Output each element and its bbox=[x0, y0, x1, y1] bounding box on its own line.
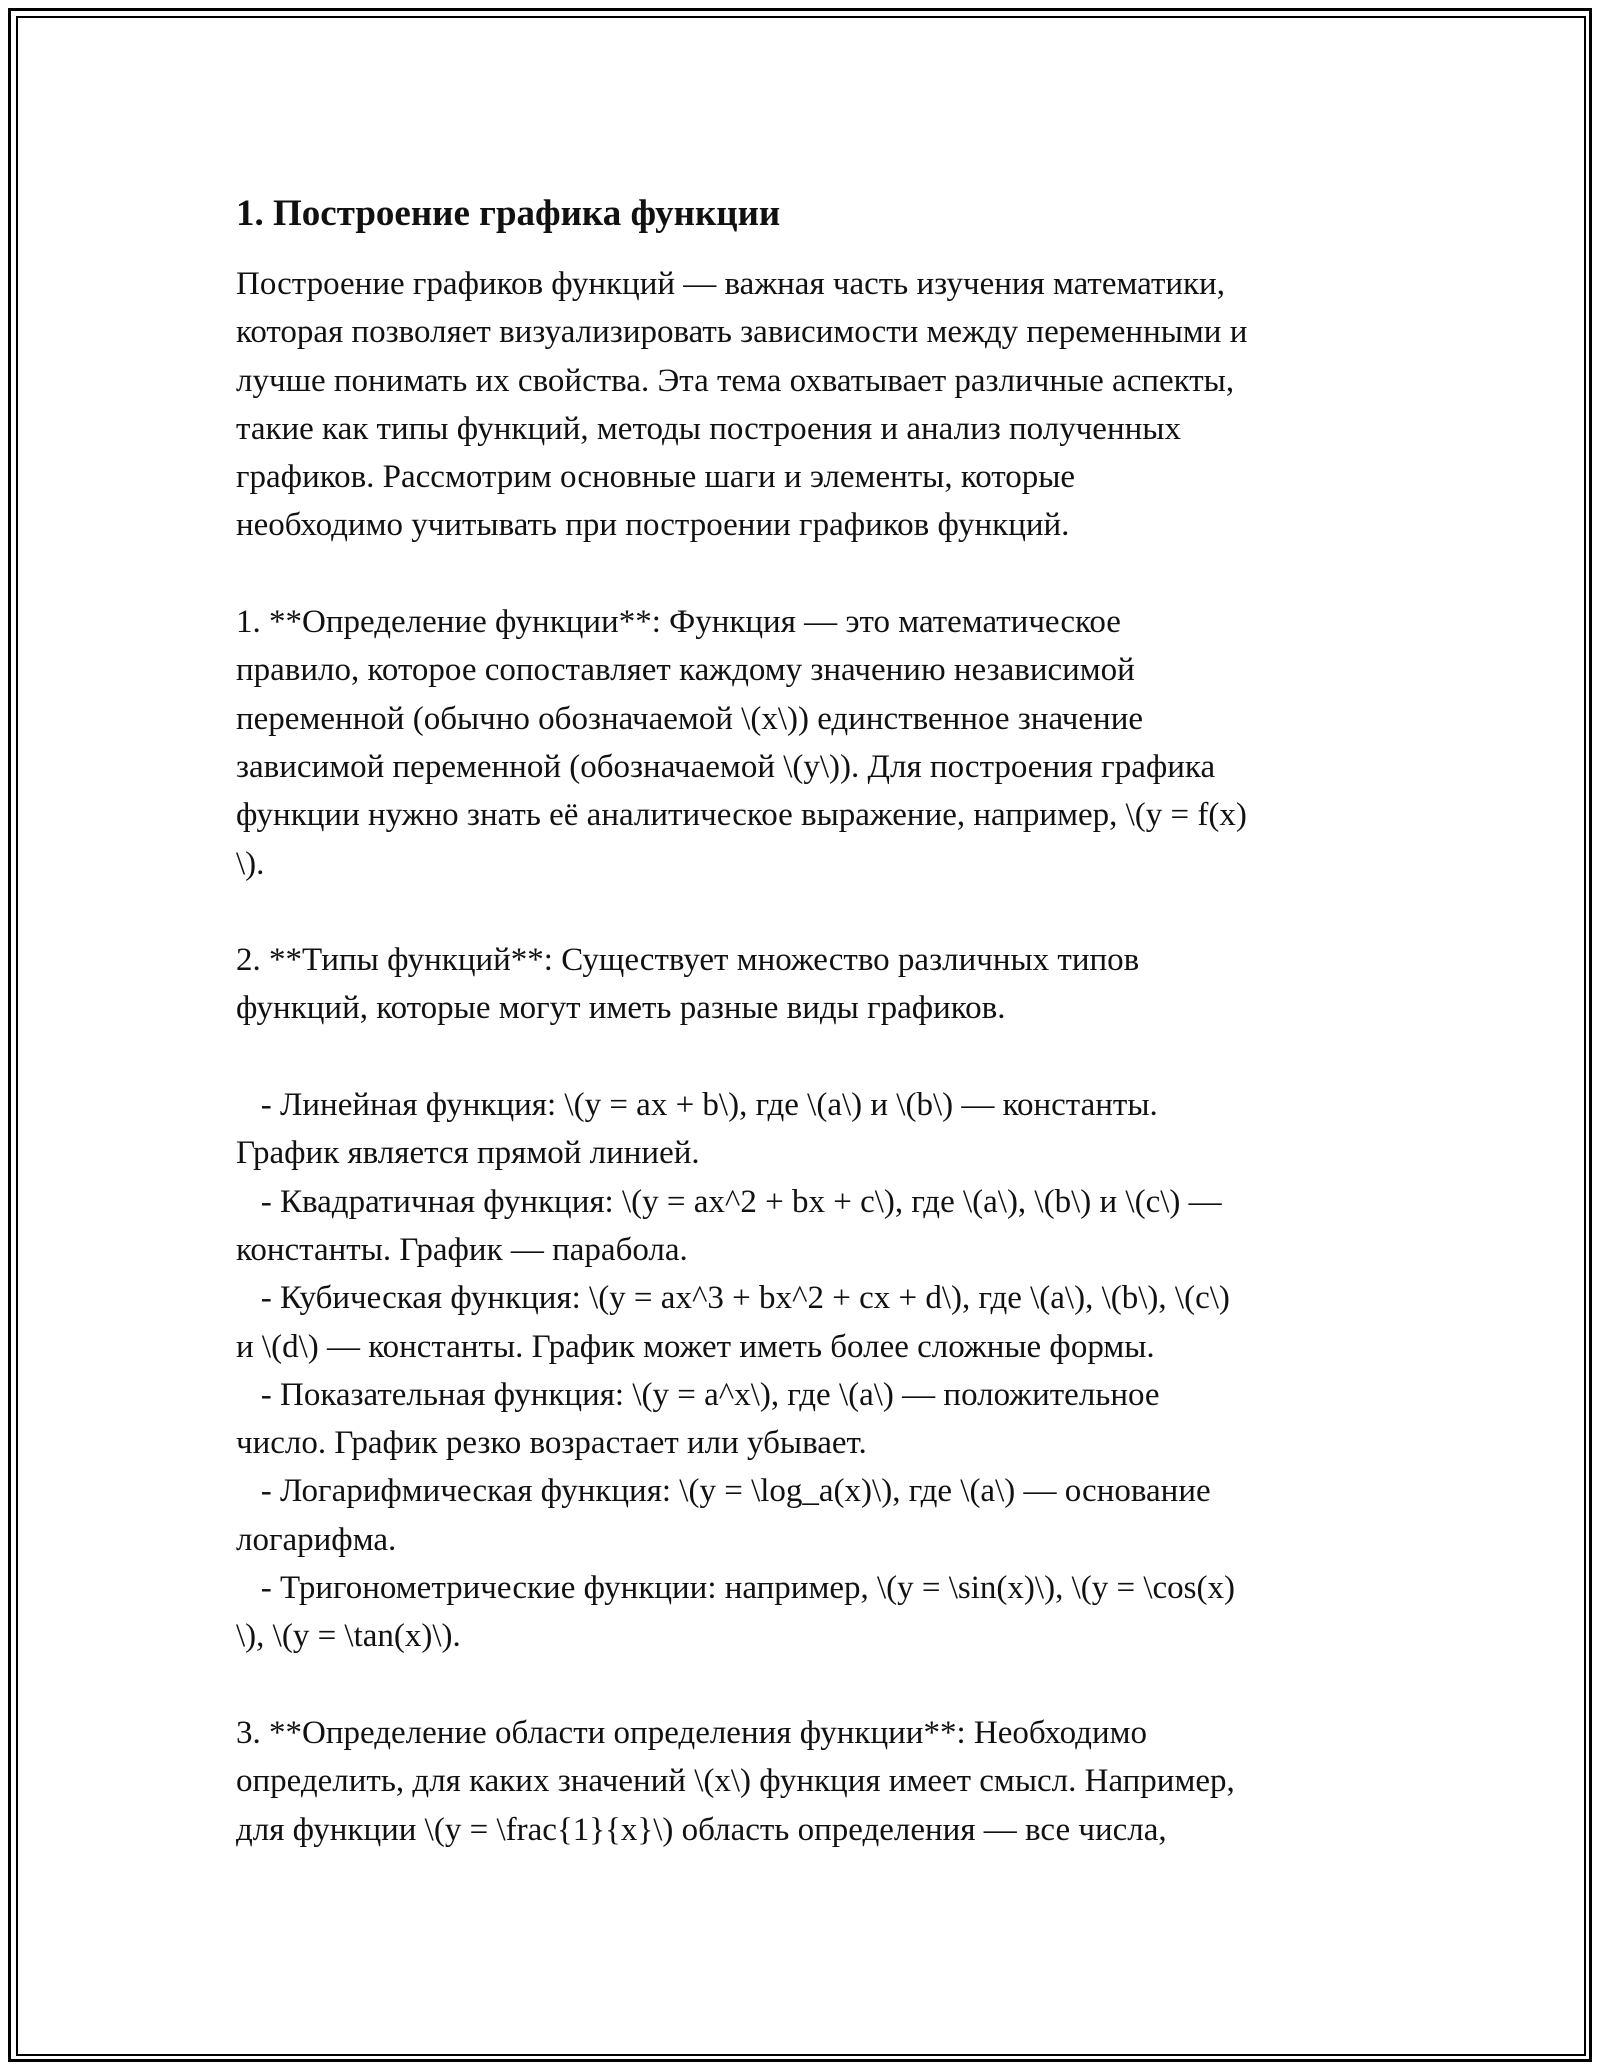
intro-paragraph: Построение графиков функций — важная часть изучения математики, которая позволяет визуализировать зависимости между переменными и лучше понимать их свойства. Эта тема охватывает различные аспекты, такие как типы функций, методы построения и анализ полученных графиков. Рассмотрим основные шаги и элементы, которые необходимо учитывать при построении графиков функций. bbox=[236, 266, 1248, 544]
item-1-definition: 1. **Определение функции**: Функция — это математическое правило, которое сопоставляет каждому значению независимой переменной (обычно обозначаемой \(x\)) единственное значение зависимой переменной (обозначаемой \(y\)). Для построения графика функции нужно знать её аналитическое выражение, например, \(y = f(x) \). bbox=[236, 604, 1247, 882]
item-3-domain: 3. **Определение области определения функции**: Необходимо определить, для каких значений \(x\) функция имеет смысл. Например, для функции \(y = \frac{1}{x}\) область определения — все числа, bbox=[236, 1714, 1235, 1848]
paragraph-gap bbox=[236, 550, 1376, 598]
type-linear: - Линейная функция: \(y = ax + b\), где \(a\) и \(b\) — константы. График является прямой линией. bbox=[236, 1087, 1158, 1172]
type-trigonometric: - Тригонометрические функции: например, \(y = \sin(x)\), \(y = \cos(x) \), \(y = \tan(x)\). bbox=[236, 1570, 1235, 1655]
type-exponential: - Показательная функция: \(y = a^x\), где \(a\) — положительное число. График резко возрастает или убывает. bbox=[236, 1376, 1160, 1462]
document-body bbox=[236, 190, 1376, 1854]
type-quadratic: - Квадратичная функция: \(y = ax^2 + bx + c\), где \(a\), \(b\) и \(c\) — константы. График — парабола. bbox=[236, 1183, 1222, 1268]
type-cubic: - Кубическая функция: \(y = ax^3 + bx^2 + cx + d\), где \(a\), \(b\), \(c\) и \(d\) — константы. График может иметь более сложные формы. bbox=[236, 1280, 1230, 1365]
section-heading: 1. Построение графика функции bbox=[236, 193, 781, 234]
paragraph-gap bbox=[236, 1661, 1376, 1709]
item-2-types-intro: 2. **Типы функций**: Существует множество различных типов функций, которые могут иметь разные виды графиков. bbox=[236, 942, 1140, 1027]
paragraph-gap bbox=[236, 1033, 1376, 1081]
type-logarithmic: - Логарифмическая функция: \(y = \log_a(x)\), где \(a\) — основание логарифма. bbox=[236, 1473, 1211, 1558]
paragraph-gap bbox=[236, 888, 1376, 936]
